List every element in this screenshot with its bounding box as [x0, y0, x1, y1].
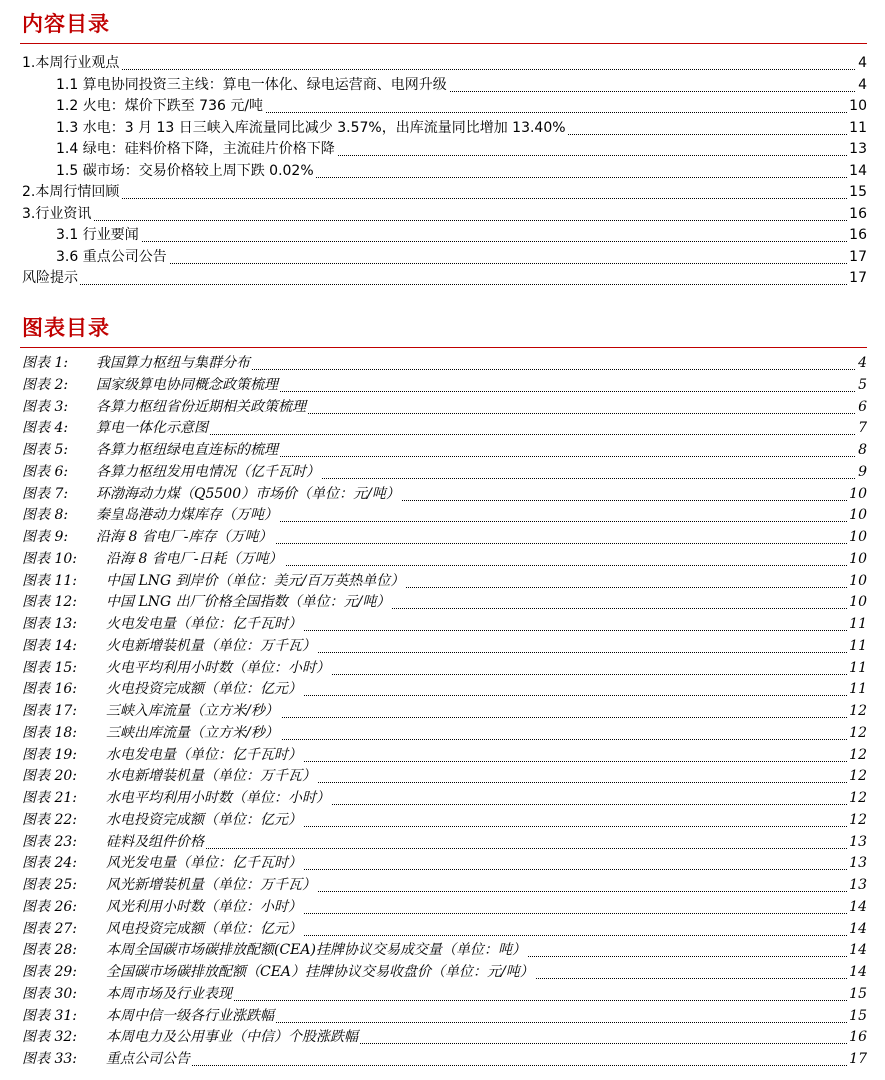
figure-entry-label: [22, 418, 210, 438]
figure-title: 火电新增装机量（单位：万千瓦）: [106, 637, 316, 654]
toc-title: 内容目录: [22, 11, 110, 36]
figure-entry[interactable]: [0, 810, 885, 830]
figure-title: 水电新增装机量（单位：万千瓦）: [106, 768, 316, 785]
toc-entry-label: 3.1 行业要闻: [56, 227, 139, 243]
figure-title: 本周电力及公用事业（中信）个股涨跌幅: [106, 1029, 358, 1046]
figure-number: 图表 8:: [22, 507, 69, 524]
figure-entry[interactable]: [0, 440, 885, 460]
figure-entry[interactable]: [0, 353, 885, 373]
toc-entry-page: 11: [849, 119, 867, 136]
figure-entry-label: [22, 679, 304, 699]
figure-title: 水电投资完成额（单位：亿元）: [106, 811, 302, 828]
figure-entry-label: [22, 1006, 276, 1026]
figure-number: 图表 15:: [22, 659, 77, 676]
figure-entry-label: [22, 919, 304, 939]
toc-entry-page: 16: [849, 205, 867, 222]
figure-entry-page: 13: [849, 855, 867, 872]
toc-entry-page: 17: [849, 248, 867, 265]
figure-title: 水电发电量（单位：亿千瓦时）: [106, 746, 302, 763]
figure-entry-page: 14: [849, 920, 867, 937]
figure-title: 我国算力枢纽与集群分布: [96, 355, 250, 371]
figure-entry[interactable]: [0, 527, 885, 547]
figure-number: 图表 14:: [22, 637, 77, 654]
figure-entry-label: [22, 1027, 360, 1047]
toc-entry-page: 16: [849, 227, 867, 243]
figure-entry-label: [22, 984, 234, 1004]
toc-entry-label: 3.行业资讯: [22, 205, 92, 222]
figure-entry-page: 14: [849, 898, 867, 915]
figure-entry-label: [22, 940, 528, 960]
figure-title: 火电投资完成额（单位：亿元）: [106, 681, 302, 698]
figure-title: 秦皇岛港动力煤库存（万吨）: [96, 507, 278, 524]
figure-entry-page: 12: [849, 746, 867, 763]
figure-number: 图表 2:: [22, 376, 69, 393]
figure-entry[interactable]: [0, 875, 885, 895]
figure-entry-page: 12: [849, 724, 867, 741]
figure-entry-page: 11: [849, 637, 867, 654]
toc-entry-label: 风险提示: [22, 270, 78, 286]
figure-entry-label: [22, 897, 304, 917]
figure-entry-page: 14: [849, 964, 867, 980]
figure-entry-label: [22, 440, 280, 460]
figure-number: 图表 28:: [22, 942, 77, 959]
figure-entry-page: 15: [849, 1007, 867, 1024]
figure-entry[interactable]: [0, 1006, 885, 1026]
figure-title: 各算力枢纽绿电直连标的梳理: [96, 442, 278, 458]
toc-entry-page: 10: [849, 98, 867, 114]
figure-entry-page: 9: [858, 463, 867, 480]
figure-entry-label: [22, 701, 281, 721]
toc-entry-label: 1.3 水电：3 月 13 日三峡入库流量同比减少 3.57%，出库流量同比增加 13.40%: [56, 119, 566, 136]
figure-entry[interactable]: [0, 375, 885, 395]
figure-number: 图表 17:: [22, 703, 77, 719]
figure-entry-page: 10: [849, 507, 867, 524]
figure-entry-page: 14: [849, 942, 867, 959]
figure-title: 火电平均利用小时数（单位：小时）: [106, 659, 330, 676]
toc-entry-label: 1.5 碳市场：交易价格较上周下跌 0.02%: [56, 162, 314, 179]
figure-entry[interactable]: [0, 614, 885, 634]
figure-entry-page: 10: [849, 485, 867, 502]
figure-title: 风光新增装机量（单位：万千瓦）: [106, 877, 316, 893]
figure-entry[interactable]: [0, 592, 885, 612]
figure-title: 各算力枢纽省份近期相关政策梳理: [96, 398, 306, 415]
figure-number: 图表 21:: [22, 790, 77, 806]
figure-number: 图表 20:: [22, 768, 77, 785]
figure-number: 图表 19:: [22, 746, 77, 763]
figure-number: 图表 13:: [22, 616, 77, 632]
figure-number: 图表 5:: [22, 442, 69, 458]
figures-title-rule: [20, 347, 867, 348]
figure-title: 算电一体化示意图: [96, 420, 208, 437]
figure-number: 图表 10:: [22, 550, 77, 567]
figure-entry[interactable]: [0, 505, 885, 525]
toc-entry[interactable]: [0, 139, 885, 159]
toc-entry-page: 14: [849, 162, 867, 179]
figure-number: 图表 16:: [22, 681, 77, 698]
figure-title: 风光利用小时数（单位：小时）: [106, 898, 302, 915]
figure-entry-page: 12: [849, 790, 867, 806]
toc-entry[interactable]: [0, 225, 885, 245]
figure-entry-label: [22, 658, 332, 678]
figure-entry-label: [22, 505, 280, 525]
toc-entry-label: 2.本周行情回顾: [22, 184, 120, 200]
figure-entry-label: [22, 571, 406, 591]
figure-entry-label: [22, 875, 318, 895]
figure-entry[interactable]: [0, 919, 885, 939]
figure-title: 本周全国碳市场碳排放配额(CEA)挂牌协议交易成交量（单位：吨）: [106, 942, 526, 959]
figure-entry-label: [22, 810, 304, 830]
figure-number: 图表 26:: [22, 898, 77, 915]
figure-entry-page: 11: [849, 616, 867, 632]
figure-number: 图表 9:: [22, 529, 69, 545]
figure-entry[interactable]: [0, 766, 885, 786]
figure-number: 图表 12:: [22, 594, 77, 611]
figure-entry[interactable]: [0, 571, 885, 591]
figure-entry-label: [22, 614, 304, 634]
figure-entry-page: 11: [849, 681, 867, 698]
toc-entry-label: 3.6 重点公司公告: [56, 248, 167, 265]
figure-title: 三峡出库流量（立方米/秒）: [106, 724, 279, 741]
figure-number: 图表 33:: [22, 1051, 77, 1067]
toc-entry[interactable]: [0, 96, 885, 116]
figure-number: 图表 30:: [22, 985, 77, 1002]
dot-leader: [22, 268, 867, 285]
figures-title: 图表目录: [22, 315, 110, 340]
toc-entry[interactable]: [0, 75, 885, 95]
figure-entry-label: [22, 353, 252, 373]
figure-entry-page: 16: [849, 1029, 867, 1046]
figure-entry[interactable]: [0, 853, 885, 873]
figure-entry[interactable]: [0, 701, 885, 721]
figure-entry[interactable]: [0, 1049, 885, 1069]
figure-title: 环渤海动力煤（Q5500）市场价（单位：元/吨）: [96, 485, 400, 502]
figure-entry-page: 10: [849, 572, 867, 589]
figure-entry-page: 10: [849, 550, 867, 567]
figure-entry-label: [22, 462, 322, 482]
figure-entry[interactable]: [0, 962, 885, 982]
dot-leader: [56, 225, 867, 242]
figure-entry-page: 6: [858, 398, 867, 415]
figure-entry-label: [22, 484, 402, 504]
figure-entry-label: [22, 723, 281, 743]
figure-entry-page: 7: [858, 420, 867, 437]
toc-entry-page: 17: [849, 270, 867, 286]
figure-entry[interactable]: [0, 418, 885, 438]
figure-entry-label: [22, 592, 392, 612]
figure-entry-page: 10: [849, 529, 867, 545]
toc-entry[interactable]: [0, 247, 885, 267]
figure-title: 中国 LNG 出厂价格全国指数（单位：元/吨）: [106, 594, 391, 611]
figure-number: 图表 6:: [22, 463, 69, 480]
figure-title: 重点公司公告: [106, 1051, 190, 1067]
toc-entry-label: 1.1 算电协同投资三主线：算电一体化、绿电运营商、电网升级: [56, 76, 447, 93]
figure-entry-label: [22, 832, 206, 852]
figure-number: 图表 3:: [22, 398, 69, 415]
figure-entry-page: 8: [858, 442, 867, 458]
figure-entry[interactable]: [0, 484, 885, 504]
figure-entry[interactable]: [0, 940, 885, 960]
dot-leader: [22, 53, 867, 70]
figure-entry[interactable]: [0, 679, 885, 699]
figure-entry-label: [22, 1049, 192, 1069]
figure-number: 图表 31:: [22, 1007, 77, 1024]
figure-entry[interactable]: [0, 832, 885, 852]
figure-title: 本周市场及行业表现: [106, 985, 232, 1002]
figure-entry-label: [22, 853, 304, 873]
dot-leader: [22, 204, 867, 221]
toc-entry[interactable]: [0, 204, 885, 224]
figure-entry-label: [22, 962, 536, 982]
figure-entry[interactable]: [0, 462, 885, 482]
toc-entry-page: 13: [849, 141, 867, 157]
figure-title: 水电平均利用小时数（单位：小时）: [106, 790, 330, 806]
figure-title: 火电发电量（单位：亿千瓦时）: [106, 616, 302, 632]
figure-number: 图表 23:: [22, 833, 77, 850]
figure-number: 图表 29:: [22, 964, 77, 980]
toc-entry-label: 1.4 绿电：硅料价格下降，主流硅片价格下降: [56, 141, 335, 157]
figure-entry-label: [22, 549, 285, 569]
figure-title: 各算力枢纽发用电情况（亿千瓦时）: [96, 463, 320, 480]
figure-number: 图表 4:: [22, 420, 69, 437]
figure-entry-page: 12: [849, 811, 867, 828]
figure-entry-label: [22, 788, 332, 808]
figure-entry-page: 17: [849, 1051, 867, 1067]
figure-entry-page: 10: [849, 594, 867, 611]
figure-entry-page: 12: [849, 768, 867, 785]
toc-entry-page: 15: [849, 184, 867, 200]
figure-entry-label: [22, 397, 308, 417]
figure-entry-label: [22, 375, 280, 395]
figure-title: 沿海 8 省电厂-日耗（万吨）: [106, 550, 283, 567]
figure-entry[interactable]: [0, 549, 885, 569]
toc-entry-page: 4: [858, 55, 867, 71]
figure-entry[interactable]: [0, 897, 885, 917]
figure-number: 图表 27:: [22, 920, 77, 937]
figure-title: 全国碳市场碳排放配额（CEA）挂牌协议交易收盘价（单位：元/吨）: [106, 964, 534, 980]
toc-entry[interactable]: [0, 118, 885, 138]
figure-entry[interactable]: [0, 745, 885, 765]
figure-number: 图表 11:: [22, 572, 77, 589]
figure-title: 风电投资完成额（单位：亿元）: [106, 920, 302, 937]
figure-entry-page: 5: [858, 376, 867, 393]
figure-number: 图表 7:: [22, 485, 69, 502]
toc-entry-label: 1.2 火电：煤价下跌至 736 元/吨: [56, 98, 264, 114]
toc-entry-label: 1.本周行业观点: [22, 55, 120, 71]
toc-entry-page: 4: [858, 76, 867, 93]
figure-entry[interactable]: [0, 984, 885, 1004]
figure-entry[interactable]: [0, 658, 885, 678]
figure-entry-page: 15: [849, 985, 867, 1002]
figure-entry-label: [22, 745, 304, 765]
toc-entry[interactable]: [0, 161, 885, 181]
figure-title: 本周中信一级各行业涨跌幅: [106, 1007, 274, 1024]
dot-leader: [22, 182, 867, 199]
figure-title: 国家级算电协同概念政策梳理: [96, 376, 278, 393]
figure-number: 图表 22:: [22, 811, 77, 828]
figure-entry-label: [22, 636, 318, 656]
figure-title: 风光发电量（单位：亿千瓦时）: [106, 855, 302, 872]
figure-number: 图表 18:: [22, 724, 77, 741]
figure-title: 中国 LNG 到岸价（单位：美元/百万英热单位）: [106, 572, 405, 589]
figure-number: 图表 32:: [22, 1029, 77, 1046]
toc-entry[interactable]: [0, 268, 885, 288]
dot-leader: [56, 247, 867, 264]
figure-entry-page: 4: [858, 355, 867, 371]
figure-entry[interactable]: [0, 636, 885, 656]
toc-entry[interactable]: [0, 182, 885, 202]
toc-title-rule: [20, 43, 867, 44]
figure-entry-page: 11: [849, 659, 867, 676]
figure-entry-page: 13: [849, 833, 867, 850]
figure-entry[interactable]: [0, 788, 885, 808]
figure-entry[interactable]: [0, 1027, 885, 1047]
figure-title: 沿海 8 省电厂-库存（万吨）: [96, 529, 273, 545]
figure-entry[interactable]: [0, 723, 885, 743]
figure-entry-label: [22, 766, 318, 786]
figure-entry-label: [22, 527, 275, 547]
figure-number: 图表 1:: [22, 355, 69, 371]
figure-number: 图表 25:: [22, 877, 77, 893]
figure-number: 图表 24:: [22, 855, 77, 872]
figure-title: 硅料及组件价格: [106, 833, 204, 850]
figure-title: 三峡入库流量（立方米/秒）: [106, 703, 279, 719]
figure-entry[interactable]: [0, 397, 885, 417]
figure-entry-page: 13: [849, 877, 867, 893]
toc-entry[interactable]: [0, 53, 885, 73]
figure-entry-page: 12: [849, 703, 867, 719]
